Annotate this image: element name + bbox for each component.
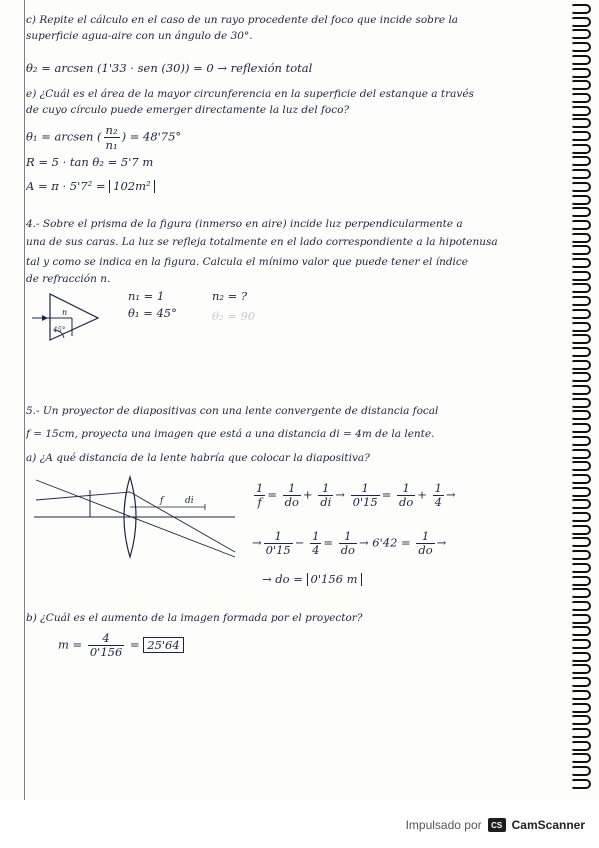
- spiral-ring: [571, 42, 591, 52]
- fraction-denominator: n₁: [105, 138, 118, 152]
- fraction-numerator: 1: [312, 530, 320, 543]
- prism-label: n: [62, 308, 68, 317]
- camscanner-logo-icon: CS: [488, 818, 506, 832]
- fraction: [104, 123, 120, 152]
- spiral-ring: [571, 576, 591, 586]
- spiral-ring: [571, 703, 591, 713]
- fraction-numerator: 4: [88, 632, 124, 646]
- spiral-ring: [571, 233, 591, 243]
- note-line: de refracción n.: [26, 273, 111, 285]
- spiral-ring: [571, 118, 591, 128]
- equation: → $\frac{1}{0'15}$ − $\frac{1}{4}$ = $\frac{1}{do}$ → 6'42 = $\frac{1}{do}$ →: [252, 530, 447, 557]
- note-line: de cuyo círculo puede emerger directamente la luz del foco?: [26, 104, 350, 116]
- note-line: 5.- Un proyector de diapositivas con una lente convergente de distancia focal: [26, 405, 439, 417]
- spiral-ring: [571, 258, 591, 268]
- brand-name: CamScanner: [511, 818, 585, 832]
- fraction: [351, 482, 380, 509]
- spiral-ring: [571, 309, 591, 319]
- spiral-ring: [571, 156, 591, 166]
- note-line: a) ¿A qué distancia de la lente habría que colocar la diapositiva?: [26, 452, 370, 464]
- powered-by-text: Impulsado por: [405, 818, 482, 832]
- equation: [58, 632, 308, 659]
- prism-diagram: [28, 290, 108, 346]
- fraction: [283, 482, 301, 509]
- spiral-ring: [571, 779, 591, 789]
- spiral-ring: [571, 715, 591, 725]
- spiral-ring: [571, 436, 591, 446]
- camscanner-watermark: [406, 818, 585, 832]
- note-line: e) ¿Cuál es el área de la mayor circunferencia en la superficie del estanque a través: [26, 88, 474, 100]
- fraction-numerator: 1: [283, 482, 301, 496]
- spiral-ring: [571, 360, 591, 370]
- equation-part: θ₁ = arcsen (: [26, 129, 102, 144]
- spiral-ring: [571, 131, 591, 141]
- boxed-result: 25'64: [143, 637, 183, 653]
- fraction: [310, 530, 321, 557]
- spiral-ring: [571, 195, 591, 205]
- spiral-ring: [571, 93, 591, 103]
- faded-equation: θ₂ = 90: [212, 310, 256, 323]
- note-line: tal y como se indica en la figura. Calcula el mínimo valor que puede tener el índice: [26, 256, 469, 268]
- spiral-ring: [571, 283, 591, 293]
- fraction: [318, 482, 333, 509]
- focal-label: f: [160, 496, 164, 506]
- boxed-result: 0'156 m: [307, 573, 362, 586]
- spiral-ring: [571, 322, 591, 332]
- spiral-ring: [571, 372, 591, 382]
- spiral-ring: [571, 271, 591, 281]
- note-line: b) ¿Cuál es el aumento de la imagen formada por el proyector?: [26, 612, 363, 624]
- note-line: superficie agua-aire con un ángulo de 30°.: [26, 30, 253, 42]
- spiral-ring: [571, 169, 591, 179]
- spiral-ring: [571, 474, 591, 484]
- spiral-ring: [571, 550, 591, 560]
- spiral-ring: [571, 423, 591, 433]
- fraction-denominator: f: [257, 495, 262, 509]
- spiral-ring: [571, 182, 591, 192]
- spiral-ring: [571, 68, 591, 78]
- fraction-numerator: 1: [351, 482, 380, 496]
- prism-angle-label: 45°: [53, 326, 66, 334]
- spiral-ring: [571, 385, 591, 395]
- spiral-ring: [571, 499, 591, 509]
- spiral-ring: [571, 4, 591, 14]
- fraction-denominator: do: [398, 495, 414, 509]
- spiral-ring: [571, 449, 591, 459]
- spiral-binding: [571, 4, 593, 796]
- spiral-ring: [571, 334, 591, 344]
- spiral-ring: [571, 601, 591, 611]
- equation-part: A = π · 5'7² =: [26, 180, 106, 193]
- spiral-ring: [571, 207, 591, 217]
- equation-part: ) = 48'75°: [121, 129, 182, 144]
- spiral-ring: [571, 753, 591, 763]
- spiral-ring: [571, 664, 591, 674]
- spiral-ring: [571, 461, 591, 471]
- fraction: [433, 482, 444, 509]
- equation: [26, 123, 567, 152]
- note-line: c) Repite el cálculo en el caso de un rayo procedente del foco que incide sobre la: [26, 14, 459, 26]
- spiral-ring: [571, 398, 591, 408]
- spiral-ring: [571, 537, 591, 547]
- fraction: [397, 482, 415, 509]
- spiral-ring: [571, 80, 591, 90]
- spiral-ring: [571, 614, 591, 624]
- equation-part: 6'42 =: [372, 535, 411, 550]
- fraction-denominator: di: [320, 495, 332, 509]
- note-line: f = 15cm, proyecta una imagen que está a una distancia di = 4m de la lente.: [26, 428, 435, 440]
- equation: n₂ = ?: [212, 290, 248, 303]
- spiral-ring: [571, 728, 591, 738]
- spiral-ring: [571, 410, 591, 420]
- fraction-numerator: n₂: [105, 123, 118, 137]
- spiral-ring: [571, 563, 591, 573]
- equation: [26, 180, 567, 193]
- fraction-numerator: 1: [397, 482, 415, 496]
- spiral-ring: [571, 626, 591, 636]
- fraction: [339, 530, 357, 557]
- spiral-ring: [571, 17, 591, 27]
- boxed-result: 102m²: [109, 180, 154, 193]
- fraction-denominator: 4: [312, 543, 320, 557]
- fraction-numerator: 1: [416, 530, 434, 544]
- spiral-ring: [571, 55, 591, 65]
- note-line: 4.- Sobre el prisma de la figura (inmerso en aire) incide luz perpendicularmente a: [26, 218, 463, 230]
- spiral-ring: [571, 29, 591, 39]
- spiral-ring: [571, 487, 591, 497]
- spiral-ring: [571, 741, 591, 751]
- spiral-ring: [571, 144, 591, 154]
- spiral-ring: [571, 106, 591, 116]
- spiral-ring: [571, 347, 591, 357]
- equation: R = 5 · tan θ₂ = 5'7 m: [26, 156, 154, 169]
- note-line: una de sus caras. La luz se refleja totalmente en el lado correspondiente a la hipotenusa: [26, 236, 498, 248]
- spiral-ring: [571, 690, 591, 700]
- fraction-numerator: 1: [318, 482, 333, 496]
- spiral-ring: [571, 220, 591, 230]
- fraction-denominator: do: [340, 543, 355, 557]
- spiral-ring: [571, 639, 591, 649]
- fraction-numerator: 1: [434, 482, 442, 495]
- fraction-denominator: 0'156: [89, 645, 123, 659]
- equation: n₁ = 1: [128, 290, 165, 303]
- spiral-ring: [571, 296, 591, 306]
- equation: θ₁ = 45°: [128, 307, 177, 320]
- fraction: [416, 530, 434, 557]
- fraction: [254, 482, 265, 509]
- equation: $\frac{1}{f}$ = $\frac{1}{do}$ + $\frac{1}{di}$ → $\frac{1}{0'15}$ = $\frac{1}{do}$ + $\frac{1}{4}$ →: [256, 482, 456, 509]
- fraction-denominator: 0'15: [265, 543, 291, 557]
- equation-part: m =: [58, 637, 83, 652]
- equation-part: → do =: [262, 573, 303, 586]
- spiral-ring: [571, 766, 591, 776]
- fraction: [264, 530, 293, 557]
- fraction-numerator: 1: [256, 482, 264, 495]
- fraction-denominator: 0'15: [352, 495, 378, 509]
- margin-line: [24, 0, 25, 800]
- fraction-numerator: 1: [339, 530, 357, 544]
- fraction-numerator: 1: [264, 530, 293, 544]
- fraction-denominator: do: [284, 495, 299, 509]
- equation: [262, 573, 512, 586]
- equation-part: =: [129, 637, 140, 652]
- spiral-ring: [571, 677, 591, 687]
- distance-label: di: [185, 496, 194, 506]
- fraction-denominator: 4: [434, 495, 442, 509]
- spiral-ring: [571, 652, 591, 662]
- equation: θ₂ = arcsen (1'33 · sen (30)) = 0 → reflexión total: [26, 62, 313, 75]
- lens-diagram: [30, 472, 240, 562]
- fraction: [88, 632, 124, 659]
- spiral-ring: [571, 512, 591, 522]
- spiral-ring: [571, 245, 591, 255]
- fraction-denominator: do: [418, 543, 433, 557]
- spiral-ring: [571, 588, 591, 598]
- spiral-ring: [571, 525, 591, 535]
